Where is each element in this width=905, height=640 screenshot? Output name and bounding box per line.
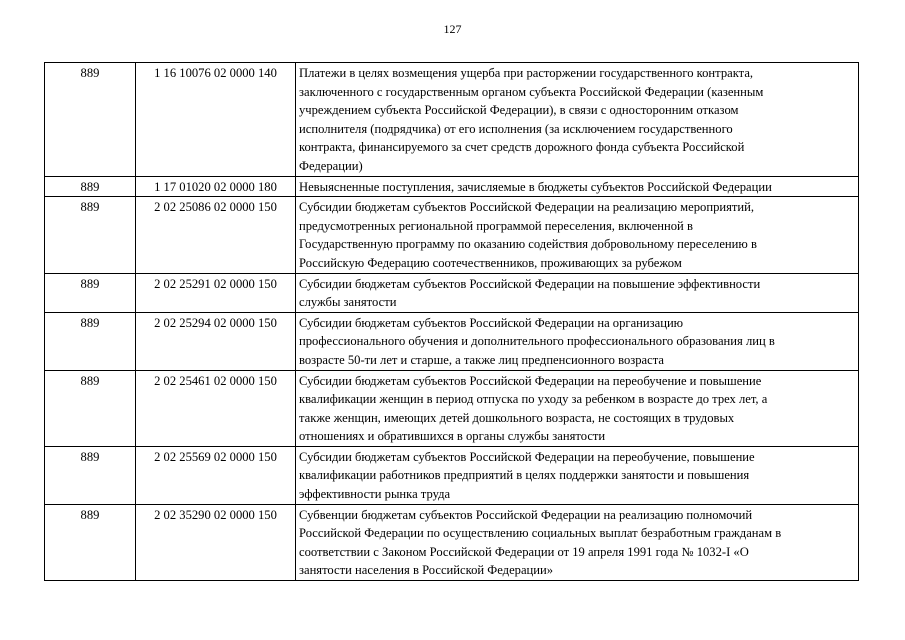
admin-code-cell: 889 bbox=[45, 312, 136, 370]
revenue-name-cell bbox=[296, 63, 859, 177]
revenue-name-cell bbox=[296, 273, 859, 312]
revenue-name-line: заключенного с государственным органом субъекта Российской Федерации (казенным bbox=[299, 84, 764, 99]
table-row bbox=[45, 63, 859, 177]
admin-code-cell: 889 bbox=[45, 370, 136, 446]
revenue-name-line: Субсидии бюджетам субъектов Российской Федерации на переобучение, повышение bbox=[299, 449, 755, 464]
revenue-name-line: отношениях и обратившихся в органы службы занятости bbox=[299, 429, 606, 444]
budget-classification-code-cell: 2 02 25291 02 0000 150 bbox=[136, 273, 296, 312]
revenue-name-cell bbox=[296, 176, 859, 197]
budget-classification-code-cell: 2 02 25294 02 0000 150 bbox=[136, 312, 296, 370]
revenue-name-line: также женщин, имеющих детей дошкольного возраста, не состоящих в трудовых bbox=[299, 410, 735, 425]
table-body bbox=[45, 63, 859, 581]
revenue-name-line: исполнителя (подрядчика) от его исполнения (за исключением государственного bbox=[299, 121, 733, 136]
revenue-name-line: возрасте 50-ти лет и старше, а также лиц предпенсионного возраста bbox=[299, 352, 664, 367]
revenue-name-cell bbox=[296, 370, 859, 446]
revenue-name-line: Платежи в целях возмещения ущерба при расторжении государственного контракта, bbox=[299, 66, 754, 80]
table-row bbox=[45, 446, 859, 504]
revenue-name-line: Государственную программу по оказанию содействия добровольному переселению в bbox=[299, 237, 757, 252]
revenue-name-line: контракта, финансируемого за счет средств дорожного фонда субъекта Российской bbox=[299, 140, 745, 155]
budget-classification-code-cell: 2 02 25569 02 0000 150 bbox=[136, 446, 296, 504]
revenue-name-line: Федерации) bbox=[299, 158, 363, 173]
budget-classification-code-cell: 2 02 25461 02 0000 150 bbox=[136, 370, 296, 446]
admin-code-cell: 889 bbox=[45, 446, 136, 504]
revenue-name-line: Субсидии бюджетам субъектов Российской Федерации на повышение эффективности bbox=[299, 276, 761, 291]
table-row bbox=[45, 197, 859, 273]
revenue-name-cell bbox=[296, 197, 859, 273]
table-row bbox=[45, 504, 859, 580]
budget-classification-code-cell: 1 16 10076 02 0000 140 bbox=[136, 63, 296, 177]
admin-code-cell: 889 bbox=[45, 197, 136, 273]
table-row bbox=[45, 273, 859, 312]
revenue-name-line: квалификации работников предприятий в целях поддержки занятости и повышения bbox=[299, 468, 750, 483]
admin-code-cell: 889 bbox=[45, 504, 136, 580]
admin-code-cell: 889 bbox=[45, 63, 136, 177]
revenue-name-line: Невыясненные поступления, зачисляемые в бюджеты субъектов Российской Федерации bbox=[299, 179, 772, 194]
revenue-code-table bbox=[44, 62, 859, 581]
page-number: 127 bbox=[443, 22, 462, 36]
revenue-name-line: службы занятости bbox=[299, 295, 397, 310]
table-row bbox=[45, 312, 859, 370]
revenue-name-cell bbox=[296, 312, 859, 370]
table-row bbox=[45, 176, 859, 197]
revenue-name-line: квалификации женщин в период отпуска по уходу за ребенком в возрасте до трех лет, а bbox=[299, 392, 768, 407]
revenue-name-cell bbox=[296, 504, 859, 580]
revenue-name-line: Российской Федерации по осуществлению социальных выплат безработным гражданам в bbox=[299, 526, 782, 541]
revenue-name-line: занятости населения в Российской Федерации» bbox=[299, 563, 554, 578]
revenue-name-line: Субвенции бюджетам субъектов Российской Федерации на реализацию полномочий bbox=[299, 507, 753, 522]
revenue-name-line: предусмотренных региональной программой переселения, включенной в bbox=[299, 218, 693, 233]
admin-code-cell: 889 bbox=[45, 273, 136, 312]
admin-code-cell: 889 bbox=[45, 176, 136, 197]
revenue-name-line: Российскую Федерацию соотечественников, проживающих за рубежом bbox=[299, 255, 682, 270]
revenue-name-line: эффективности рынка труда bbox=[299, 487, 451, 502]
revenue-name-cell bbox=[296, 446, 859, 504]
revenue-name-line: Субсидии бюджетам субъектов Российской Федерации на переобучение и повышение bbox=[299, 373, 762, 388]
budget-classification-code-cell: 2 02 35290 02 0000 150 bbox=[136, 504, 296, 580]
revenue-name-line: учреждением субъекта Российской Федерации), в связи с односторонним отказом bbox=[299, 103, 739, 118]
revenue-name-line: соответствии с Законом Российской Федерации от 19 апреля 1991 года № 1032-I «О bbox=[299, 544, 749, 559]
revenue-name-line: профессионального обучения и дополнительного профессионального образования лиц в bbox=[299, 334, 775, 349]
budget-classification-code-cell: 2 02 25086 02 0000 150 bbox=[136, 197, 296, 273]
table-row bbox=[45, 370, 859, 446]
revenue-name-line: Субсидии бюджетам субъектов Российской Федерации на реализацию мероприятий, bbox=[299, 200, 755, 215]
budget-classification-code-cell: 1 17 01020 02 0000 180 bbox=[136, 176, 296, 197]
revenue-name-line: Субсидии бюджетам субъектов Российской Федерации на организацию bbox=[299, 315, 684, 330]
